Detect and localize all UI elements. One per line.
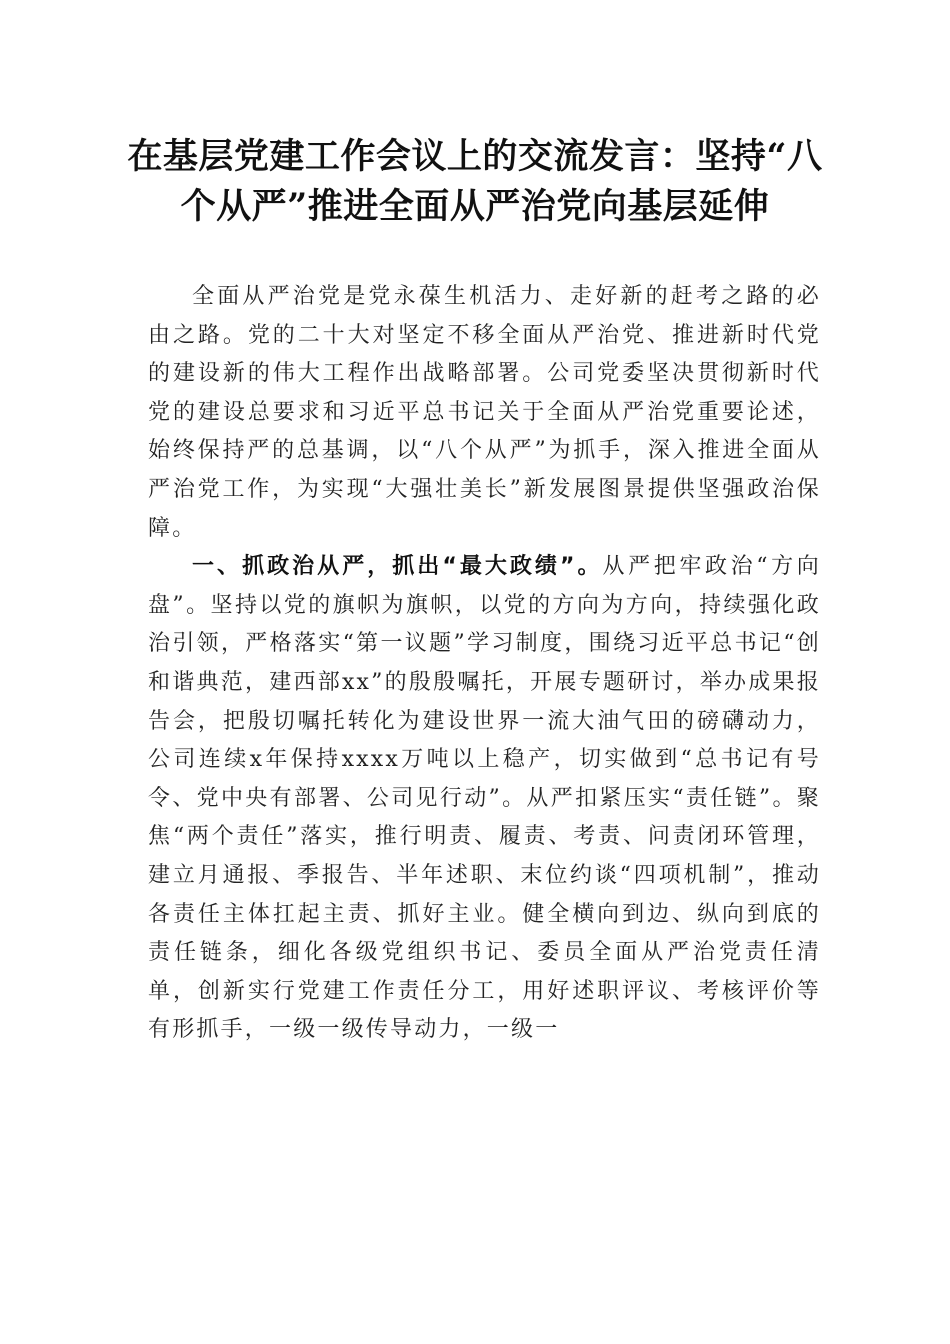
intro-paragraph (148, 278, 821, 548)
section-heading: 一、抓政治从严，抓出“最大政绩”。 (192, 554, 603, 580)
paragraph-text: 从严把牢政治“方向盘”。坚持以党的旗帜为旗帜，以党的方向为方向，持续强化政治引领，严格落实“第一议题”学习制度，围绕习近平总书记“创和谐典范，建西部xx”的殷殷嘱托，开展专题研讨，举办成果报告会，把殷切嘱托转化为建设世界一流大油气田的磅礴动力，公司连续x年保持xxxx万吨以上稳产，切实做到“总书记有号令、党中央有部署、公司见行动”。从严扣紧压实“责任链”。聚焦“两个责任”落实，推行明责、履责、考责、问责闭环管理，建立月通报、季报告、半年述职、末位约谈“四项机制”，推动各责任主体扛起主责、抓好主业。健全横向到边、纵向到底的责任链条，细化各级党组织书记、委员全面从严治党责任清单，创新实行党建工作责任分工，用好述职评议、考核评价等有形抓手，一级一级传导动力，一级一 (148, 554, 821, 1043)
document-body (148, 278, 821, 1050)
section-one-paragraph (148, 548, 821, 1050)
paragraph-text: 全面从严治党是党永葆生机活力、走好新的赶考之路的必由之路。党的二十大对坚定不移全面从严治党、推进新时代党的建设新的伟大工程作出战略部署。公司党委坚决贯彻新时代党的建设总要求和习近平总书记关于全面从严治党重要论述，始终保持严的总基调，以“八个从严”为抓手，深入推进全面从严治党工作，为实现“大强壮美长”新发展图景提供坚强政治保障。 (148, 284, 821, 541)
document-title: 在基层党建工作会议上的交流发言：坚持“八个从严”推进全面从严治党向基层延伸 (127, 136, 823, 227)
